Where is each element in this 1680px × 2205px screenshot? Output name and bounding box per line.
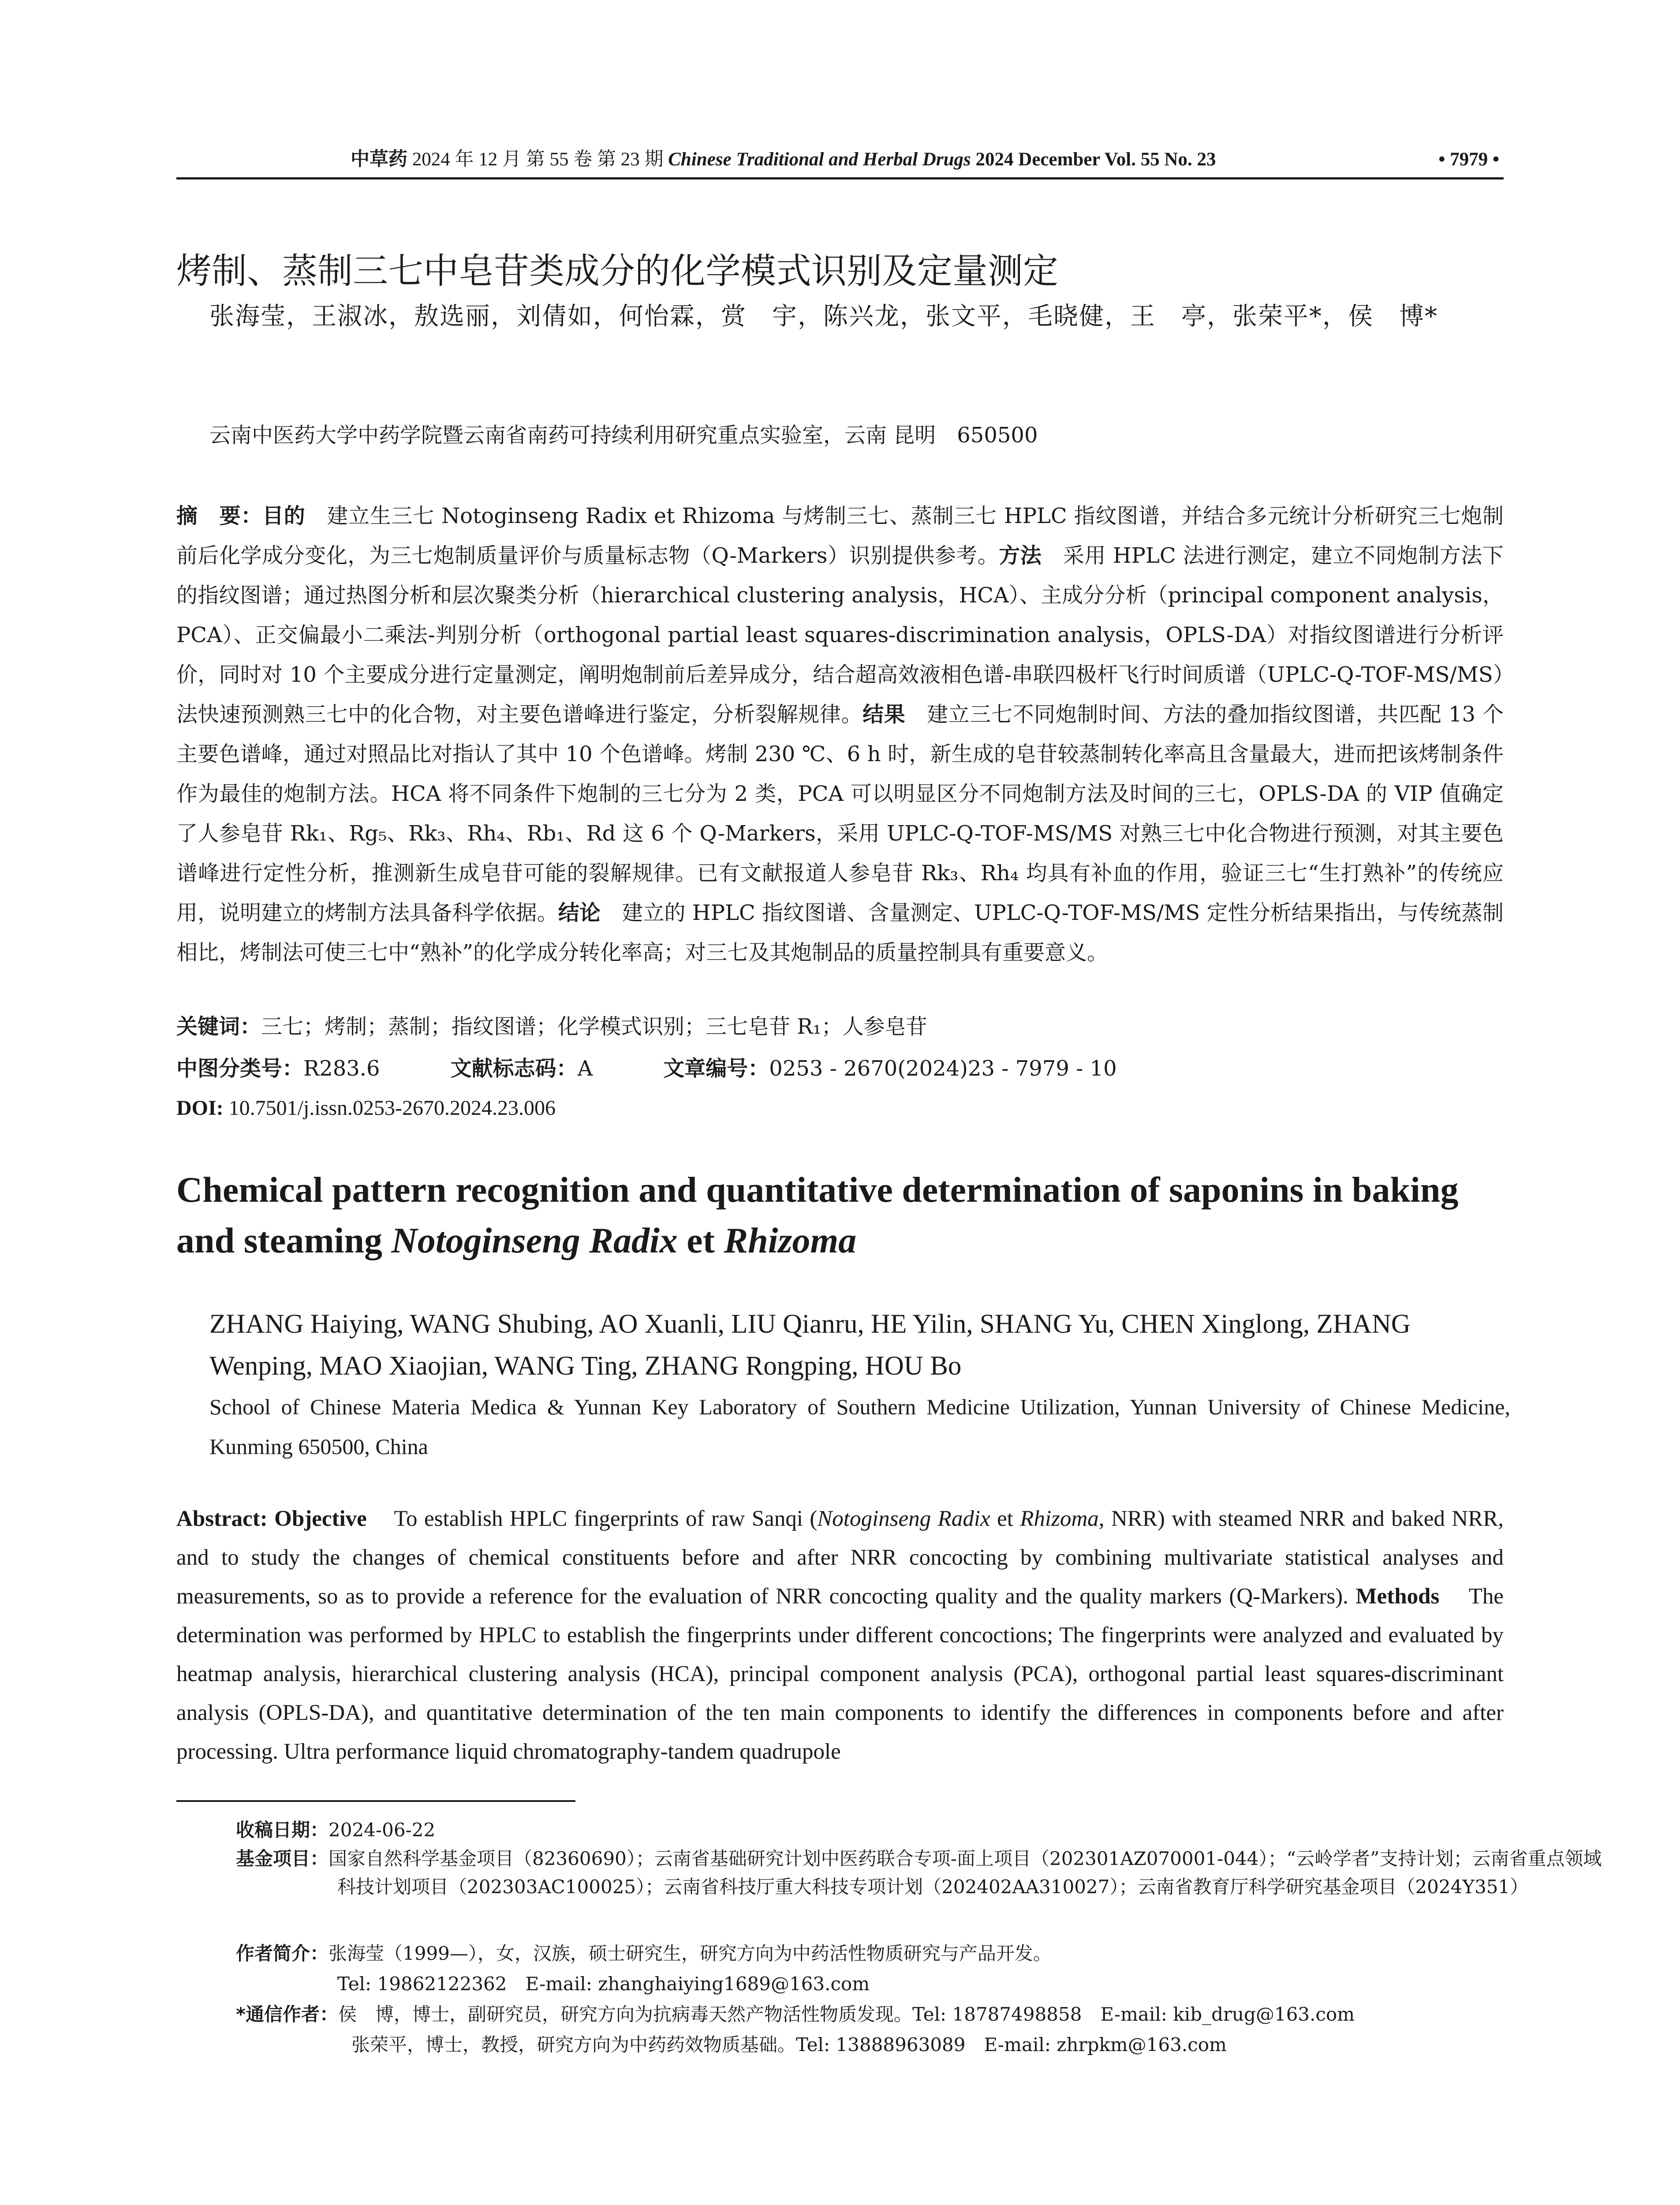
doc-code-label: 文献标志码： [450,1056,578,1081]
objective-text-en-c: , NRR) with steamed NRR and baked NRR, and to study the changes of chemical constituents before and after NRR concocting by combining multivariate statistical analyses and measurements, so as to provide a reference for the evaluation of NRR concocting quality and the quality markers (Q-Markers). [176,1506,1504,1609]
article-number-label: 文章编号： [663,1056,769,1081]
received-date: 2024-06-22 [329,1819,436,1841]
abstract-objective-label-en: Abstract: Objective [176,1506,367,1531]
corresponding-author-2: 张荣平，博士，教授，研究方向为中药药效物质基础。Tel: 13888963089 E-mail: zhrpkm@163.com [351,2034,1227,2056]
footnote-divider [176,1800,575,1802]
clc-label: 中图分类号： [176,1056,304,1081]
results-label-cn: 结果 [862,702,906,727]
footnote-author-contact: Tel: 19862122362 E-mail: zhanghaiying1689@163.com [337,1973,870,1995]
doi-line [176,1093,1504,1124]
header-left [351,142,1216,177]
methods-text-en: The determination was performed by HPLC to establish the fingerprints under different concoctions; The fingerprints were analyzed and evaluated by heatmap analysis, hierarchical clustering analysis (HCA), principal component analysis (PCA), orthogonal partial least squares-discriminant analysis (OPLS-DA), and quantitative determination of the ten main components to identify the differences in components before and after processing. Ultra performance liquid chromatography-tandem quadrupole [176,1584,1504,1764]
conclusion-text-cn: 建立的 HPLC 指纹图谱、含量测定、UPLC-Q-TOF-MS/MS 定性分析结果指出，与传统蒸制相比，烤制法可使三七中“熟补”的化学成分转化率高；对三七及其炮制品的质量控制具有重要意义。 [176,901,1504,965]
objective-text-en-italic2: Rhizoma [1020,1506,1099,1531]
received-label: 收稿日期： [236,1819,329,1841]
title-en-italic2: Rhizoma [724,1220,857,1260]
affiliation-en: School of Chinese Materia Medica & Yunnan Key Laboratory of Southern Medicine Utilization, Yunnan University of Chinese Medicine, Kunming 650500, China [209,1394,1510,1459]
journal-name-en: Chinese Traditional and Herbal Drugs [668,149,971,170]
article-number-value: 0253 - 2670(2024)23 - 7979 - 10 [769,1056,1117,1081]
footnote-corresponding [236,2000,1607,2029]
methods-label-en: Methods [1355,1584,1440,1609]
objective-text-cn: 建立生三七 Notoginseng Radix et Rhizoma 与烤制三七、蒸制三七 HPLC 指纹图谱，并结合多元统计分析研究三七炮制前后化学成分变化，为三七炮制质量评价与质量标志物（Q-Markers）识别提供参考。 [176,504,1504,568]
affiliation-cn: 云南中医药大学中药学院暨云南省南药可持续利用研究重点实验室，云南 昆明 650500 [209,423,1038,448]
abstract-en [176,1499,1504,1771]
authors-cn: 张海莹，王淑冰，敖选丽，刘倩如，何怡霖，赏 宇，陈兴龙，张文平，毛晓健，王 亭，张荣平*，侯 博* [209,302,1438,331]
methods-label-cn: 方法 [999,543,1042,568]
objective-text-en-a: To establish HPLC fingerprints of raw Sanqi ( [394,1506,818,1531]
clc-value: R283.6 [303,1056,380,1081]
author-bio-label: 作者简介： [236,1943,329,1964]
footnote-author [236,1940,1607,1968]
doi-value: 10.7501/j.issn.0253-2670.2024.23.006 [228,1096,556,1120]
results-text-cn: 建立三七不同炮制时间、方法的叠加指纹图谱，共匹配 13 个主要色谱峰，通过对照品比对指认了其中 10 个色谱峰。烤制 230 ℃、6 h 时，新生成的皂苷较蒸制转化率高且含量最大，进而把该烤制条件作为最佳的炮制方法。HCA 将不同条件下炮制的三七分为 2 类，PCA 可以明显区分不同炮制方法及时间的三七，OPLS-DA 的 VIP 值确定了人参皂苷 Rk₁、Rg₅、Rk₃、Rh₄、Rb₁、Rd 这 6 个 Q-Markers，采用 UPLC-Q-TOF-MS/MS 对熟三七中化合物进行预测，对其主要色谱峰进行定性分析，推测新生成皂苷可能的裂解规律。已有文献报道人参皂苷 Rk₃、Rh₄ 均具有补血的作用，验证三七“生打熟补”的传统应用，说明建立的烤制方法具备科学依据。 [176,702,1504,925]
corresponding-label: *通信作者： [236,2003,338,2025]
authors-en: ZHANG Haiying, WANG Shubing, AO Xuanli, LIU Qianru, HE Yilin, SHANG Yu, CHEN Xinglong, ZHANG Wenping, MAO Xiaojian, WANG Ting, ZHANG Rongping, HOU Bo [209,1309,1411,1381]
issue-cn: 2024 年 12 月 第 55 卷 第 23 期 [412,149,664,170]
title-en [176,1164,1499,1266]
doi-label: DOI: [176,1096,224,1120]
title-cn: 烤制、蒸制三七中皂苷类成分的化学模式识别及定量测定 [176,250,1058,292]
page-number: • 7979 • [1438,149,1499,170]
running-header [176,142,1504,179]
funding-text: 国家自然科学基金项目（82360690）；云南省基础研究计划中医药联合专项-面上项目（202301AZ070001-044）；“云岭学者”支持计划；云南省重点领域科技计划项目（202303AC100025）；云南省科技厅重大科技专项计划（202402AA310027）；云南省教育厅科学研究基金项目（2024Y351） [329,1848,1602,1898]
objective-label-cn: 目的 [262,504,306,528]
title-en-italic1: Notoginseng Radix [391,1220,678,1260]
issue-en: 2024 December Vol. 55 No. 23 [975,149,1216,170]
footnote-funding [236,1845,1607,1901]
conclusion-label-cn: 结论 [558,901,601,925]
keywords-label: 关键词： [176,1014,261,1039]
keywords-text: 三七；烤制；蒸制；指纹图谱；化学模式识别；三七皂苷 R₁；人参皂苷 [261,1014,927,1039]
author-bio-text: 张海莹（1999—），女，汉族，硕士研究生，研究方向为中药活性物质研究与产品开发。 [329,1943,1052,1964]
title-en-part1: Chemical pattern recognition and quantitative determination of saponins in baking and steaming [176,1170,1459,1260]
keywords [176,1011,1504,1042]
objective-text-en-b: et [990,1506,1020,1531]
doc-code-value: A [577,1056,593,1081]
footnote-received [236,1816,1506,1844]
abstract-cn [176,496,1504,972]
title-en-part2: et [677,1220,724,1260]
abstract-label-cn: 摘 要： [176,504,263,528]
funding-label: 基金项目： [236,1848,329,1869]
journal-name-cn: 中草药 [351,149,407,170]
corresponding-author-1: 侯 博，博士，副研究员，研究方向为抗病毒天然产物活性物质发现。Tel: 18787498858 E-mail: kib_drug@163.com [338,2003,1355,2025]
classification-line [176,1053,1504,1084]
methods-text-cn: 采用 HPLC 法进行测定，建立不同炮制方法下的指纹图谱；通过热图分析和层次聚类分析（hierarchical clustering analysis，HCA）、主成分分析（principal component analysis，PCA）、正交偏最小二乘法-判别分析（orthogonal partial least squares-discrimination analysis，OPLS-DA）对指纹图谱进行分析评价，同时对 10 个主要成分进行定量测定，阐明炮制前后差异成分，结合超高效液相色谱-串联四极杆飞行时间质谱（UPLC-Q-TOF-MS/MS）法快速预测熟三七中的化合物，对主要色谱峰进行鉴定，分析裂解规律。 [176,543,1504,727]
objective-text-en-italic1: Notoginseng Radix [817,1506,990,1531]
